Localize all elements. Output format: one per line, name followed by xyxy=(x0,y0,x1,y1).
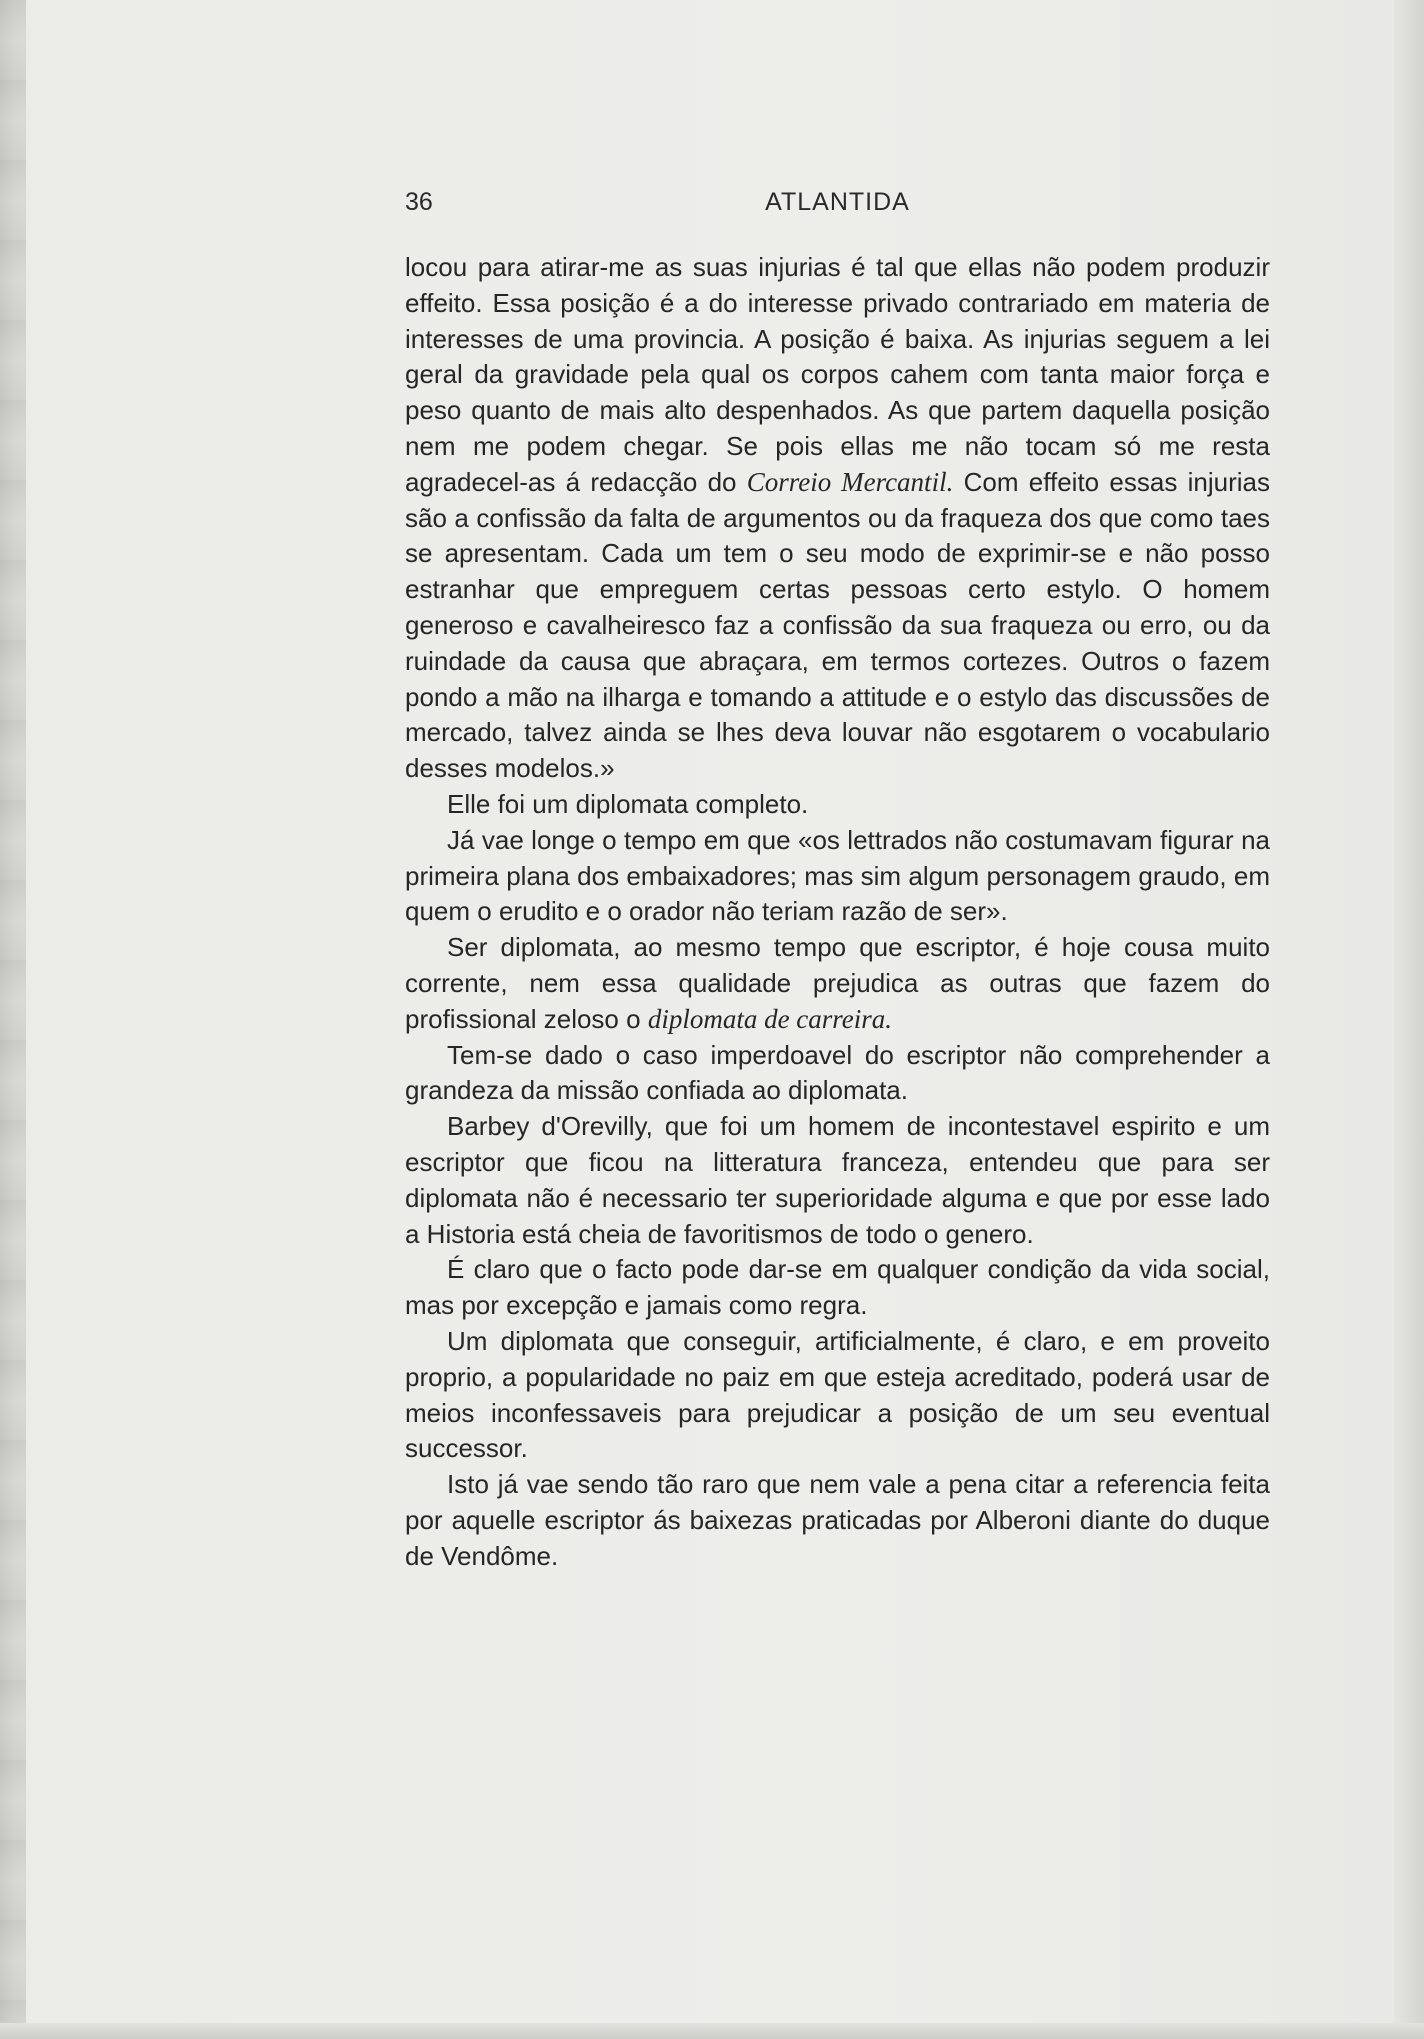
running-head xyxy=(405,184,1270,224)
text-segment: É claro que o facto pode dar-se em qualquer condição da vida social, mas por excepção e jamais como regra. xyxy=(405,1254,1270,1321)
body-text xyxy=(405,250,1270,1574)
text-segment: locou para atirar-me as suas injurias é tal que ellas não podem produzir effeito. Essa posição é a do interesse privado contrariado em materia de interesses de uma provincia. A posição é baixa. As injurias seguem a lei geral da gravidade pela qual os corpos cahem com tanta maior força e peso quanto de mais alto despenhados. As que partem daquella posição nem me podem chegar. Se pois ellas me não tocam só me resta agradecel-as á redacção do xyxy=(405,252,1270,497)
italic-phrase: diplomata de carreira. xyxy=(647,1003,893,1034)
page-binding-edge xyxy=(0,0,26,2039)
text-segment: Ser diplomata, ao mesmo tempo que escriptor, é hoje cousa muito corrente, nem essa qualidade prejudica as outras que fazem do profissional zeloso o xyxy=(405,932,1270,1034)
paragraph xyxy=(405,930,1270,1037)
paragraph xyxy=(405,823,1270,930)
paragraph-quote-continuation xyxy=(405,250,1270,787)
text-segment: Um diplomata que conseguir, artificialmente, é claro, e em proveito proprio, a popularidade no paiz em que esteja acreditado, poderá usar de meios inconfessaveis para prejudicar a posição de um seu eventual successor. xyxy=(405,1325,1270,1464)
text-segment: Já vae longe o tempo em que «os lettrados não costumavam figurar na primeira plana dos embaixadores; mas sim algum personagem graudo, em quem o erudito e o orador não teriam razão de ser». xyxy=(405,824,1270,927)
text-segment: Tem-se dado o caso imperdoavel do escriptor não comprehender a grandeza da missão confiada ao diplomata. xyxy=(405,1039,1270,1106)
page-right-edge xyxy=(1394,0,1424,2039)
page-bottom-edge xyxy=(0,2023,1424,2039)
text-segment: Elle foi um diplomata completo. xyxy=(447,788,809,819)
paragraph xyxy=(405,1324,1270,1467)
running-title: ATLANTIDA xyxy=(765,188,910,216)
paragraph xyxy=(405,1038,1270,1110)
text-segment: Com effeito essas injurias são a confissão da falta de argumentos ou da fraqueza dos que como taes se apresentam. Cada um tem o seu modo de exprimir-se e não posso estranhar que empreguem certas pessoas certo estylo. O homem generoso e cavalheiresco faz a confissão da sua fraqueza ou erro, ou da ruindade da causa que abraçara, em termos cortezes. Outros o fazem pondo a mão na ilharga e tomando a attitude e o estylo das discussões de mercado, talvez ainda se lhes deva louvar não esgotarem o vocabulario desses modelos.» xyxy=(405,466,1270,784)
newspaper-title: Correio Mercantil. xyxy=(746,466,954,497)
text-segment: Isto já vae sendo tão raro que nem vale a pena citar a referencia feita por aquelle escriptor ás baixezas praticadas por Alberoni diante do duque de Vendôme. xyxy=(405,1469,1270,1571)
paragraph xyxy=(405,787,1270,823)
paragraph xyxy=(405,1467,1270,1574)
page-number: 36 xyxy=(405,188,433,216)
paragraph xyxy=(405,1252,1270,1324)
paragraph xyxy=(405,1109,1270,1252)
text-segment: Barbey d'Orevilly, que foi um homem de incontestavel espirito e um escriptor que ficou na litteratura franceza, entendeu que para ser diplomata não é necessario ter superioridade alguma e que por esse lado a Historia está cheia de favoritismos de todo o genero. xyxy=(405,1111,1270,1249)
